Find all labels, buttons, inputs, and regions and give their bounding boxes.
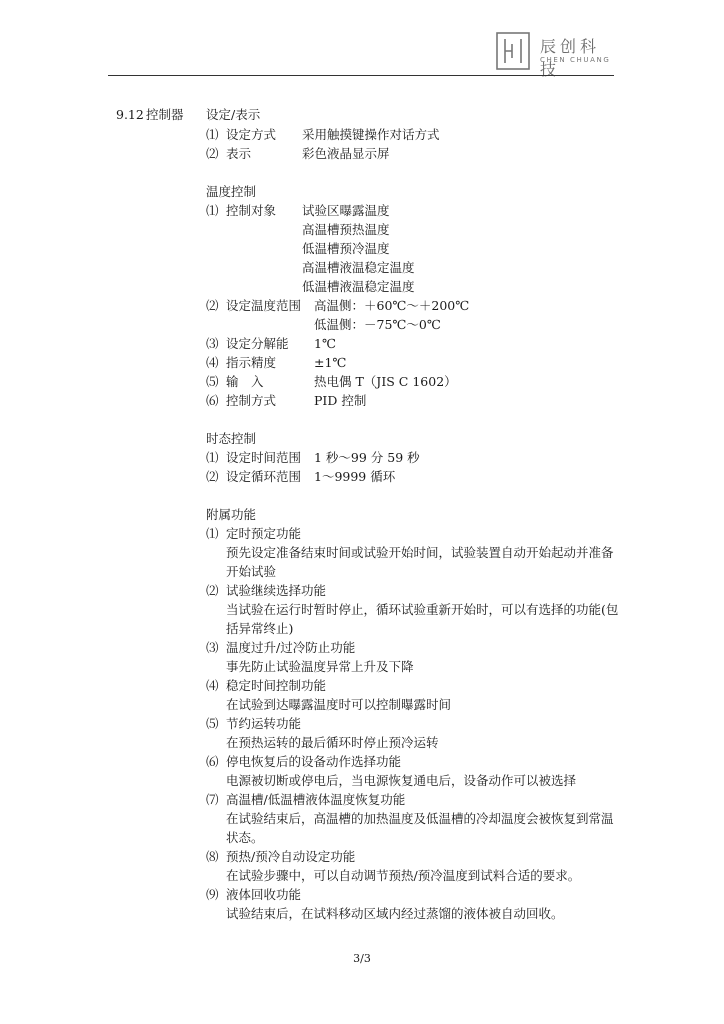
feature-desc: 电源被切断或停电后，当电源恢复通电后，设备动作可以被选择 [226, 773, 577, 788]
item-label: 指示精度 [226, 355, 277, 370]
company-logo [496, 32, 616, 79]
feature-desc: 在试验步骤中，可以自动调节预热/预冷温度到试料合适的要求。 [226, 868, 581, 883]
item-value: 热电偶 T（JIS C 1602） [314, 374, 457, 389]
feature-title: 预热/预冷自动设定功能 [226, 849, 356, 864]
feature-desc: 状态。 [226, 830, 264, 845]
target-value: 试验区曝露温度 [302, 203, 390, 218]
logo-english-text: CHEN CHUANG [540, 56, 611, 64]
feature-title: 节约运转功能 [226, 716, 302, 731]
list-num: ⑹ [206, 393, 219, 408]
item-value: ±1℃ [314, 355, 347, 370]
list-num: ⑼ [206, 887, 219, 902]
setting-label: 表示 [226, 146, 252, 161]
feature-desc: 预先设定准备结束时间或试验开始时间，试验装置自动开始起动并准备 [226, 545, 614, 560]
section-title: 控制器 [146, 107, 184, 122]
feature-desc: 括异常终止) [226, 621, 294, 636]
feature-title: 高温槽/低温槽液体温度恢复功能 [226, 792, 406, 807]
target-value: 低温槽液温稳定温度 [302, 279, 415, 294]
target-value: 高温槽预热温度 [302, 222, 390, 237]
feature-title: 定时预定功能 [226, 526, 302, 541]
feature-desc: 在试验到达曝露温度时可以控制曝露时间 [226, 697, 452, 712]
feature-title: 温度过升/过冷防止功能 [226, 640, 356, 655]
list-num: ⑵ [206, 298, 219, 313]
item-value: 1～9999 循环 [314, 469, 396, 484]
list-num: ⑴ [206, 526, 219, 541]
section-subtitle: 设定/表示 [206, 107, 261, 122]
item-label: 设定时间范围 [226, 450, 302, 465]
list-num: ⑶ [206, 640, 219, 655]
list-num: ⑷ [206, 678, 219, 693]
feature-desc: 当试验在运行时暂时停止，循环试验重新开始时，可以有选择的功能(包 [226, 602, 619, 617]
list-num: ⑸ [206, 716, 219, 731]
feature-desc: 在试验结束后，高温槽的加热温度及低温槽的冷却温度会被恢复到常温 [226, 811, 614, 826]
list-num: ⑴ [206, 127, 219, 142]
item-label: 设定分解能 [226, 336, 289, 351]
list-num: ⑶ [206, 336, 219, 351]
list-num: ⑸ [206, 374, 219, 389]
list-num: ⑻ [206, 849, 219, 864]
list-num: ⑹ [206, 754, 219, 769]
item-label: 输 入 [226, 374, 264, 389]
feature-title: 停电恢复后的设备动作选择功能 [226, 754, 402, 769]
feature-title: 液体回收功能 [226, 887, 302, 902]
item-value: 1℃ [314, 336, 336, 351]
item-value: PID 控制 [314, 393, 367, 408]
section-number: 9.12 [116, 107, 144, 122]
range-value: 高温侧：＋60℃～＋200℃ [314, 298, 470, 313]
list-num: ⑵ [206, 583, 219, 598]
item-label: 控制方式 [226, 393, 277, 408]
list-num: ⑷ [206, 355, 219, 370]
item-value: 1 秒～99 分 59 秒 [314, 450, 420, 465]
header-divider [108, 75, 614, 76]
item-label: 控制对象 [226, 203, 277, 218]
list-num: ⑴ [206, 450, 219, 465]
logo-mark-icon [496, 32, 530, 70]
setting-value: 采用触摸键操作对话方式 [302, 127, 440, 142]
time-control-heading: 时态控制 [206, 431, 257, 446]
feature-title: 稳定时间控制功能 [226, 678, 327, 693]
list-num: ⑺ [206, 792, 219, 807]
list-num: ⑵ [206, 146, 219, 161]
feature-title: 试验继续选择功能 [226, 583, 327, 598]
item-label: 设定温度范围 [226, 298, 302, 313]
feature-desc: 试验结束后，在试料移动区域内经过蒸馏的液体被自动回收。 [226, 906, 564, 921]
page-number: 3/3 [353, 952, 371, 965]
setting-label: 设定方式 [226, 127, 277, 142]
feature-desc: 事先防止试验温度异常上升及下降 [226, 659, 414, 674]
feature-desc: 开始试验 [226, 564, 277, 579]
logo-chinese-text: 辰创科技 [540, 37, 601, 79]
item-label: 设定循环范围 [226, 469, 302, 484]
target-value: 低温槽预冷温度 [302, 241, 390, 256]
features-heading: 附属功能 [206, 507, 257, 522]
list-num: ⑴ [206, 203, 219, 218]
setting-value: 彩色液晶显示屏 [302, 146, 390, 161]
range-value: 低温侧：－75℃～0℃ [314, 317, 441, 332]
temp-control-heading: 温度控制 [206, 184, 257, 199]
feature-desc: 在预热运转的最后循环时停止预冷运转 [226, 735, 439, 750]
target-value: 高温槽液温稳定温度 [302, 260, 415, 275]
list-num: ⑵ [206, 469, 219, 484]
